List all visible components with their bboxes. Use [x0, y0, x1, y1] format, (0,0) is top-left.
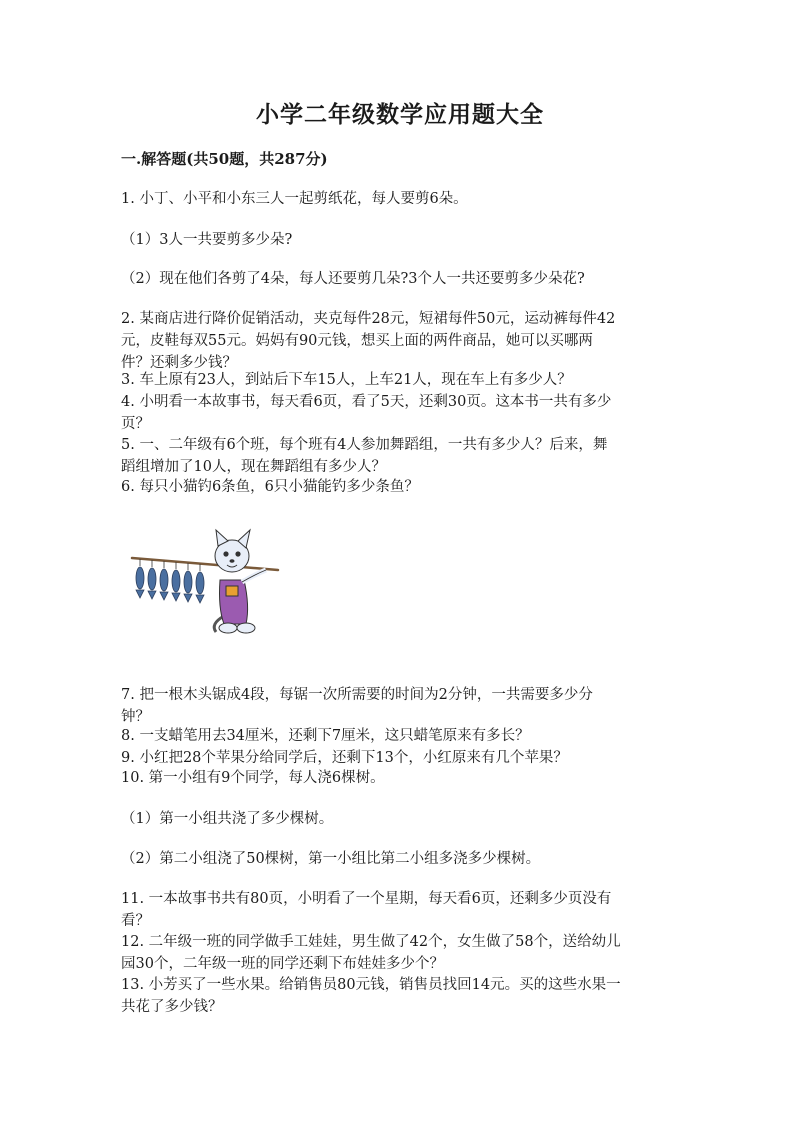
cat-fishing-illustration: [128, 528, 283, 638]
question-6: 6. 每只小猫钓6条鱼，6只小猫能钓多少条鱼？: [121, 479, 419, 495]
question-13-line-1: 13. 小芳买了一些水果。给销售员80元钱，销售员找回14元。买的这些水果一: [121, 977, 621, 993]
question-7-line-1: 7. 把一根木头锯成4段，每锯一次所需要的时间为2分钟，一共需要多少分: [121, 687, 593, 703]
question-2-line-3: 件？还剩多少钱？: [121, 355, 237, 371]
question-5-line-1: 5. 一、二年级有6个班，每个班有4人参加舞蹈组，一共有多少人？后来，舞: [121, 437, 608, 453]
question-10-stem: 10. 第一小组有9个同学，每人浇6棵树。: [121, 770, 385, 786]
question-2-line-1: 2. 某商店进行降价促销活动，夹克每件28元，短裙每件50元，运动裤每件42: [121, 311, 616, 327]
question-11-line-1: 11. 一本故事书共有80页，小明看了一个星期，每天看6页，还剩多少页没有: [121, 891, 612, 907]
question-4-line-2: 页？: [121, 416, 150, 432]
fish-group: [136, 559, 204, 603]
question-7-line-2: 钟？: [121, 709, 150, 725]
cat-figure: [214, 530, 266, 633]
question-1-stem: 1. 小丁、小平和小东三人一起剪纸花，每人要剪6朵。: [121, 191, 468, 207]
question-12-line-1: 12. 二年级一班的同学做手工娃娃，男生做了42个，女生做了58个，送给幼儿: [121, 934, 621, 950]
question-1-part-1: （1）3人一共要剪多少朵?: [121, 232, 293, 248]
question-1-part-2: （2）现在他们各剪了4朵，每人还要剪几朵?3个人一共还要剪多少朵花?: [121, 271, 585, 287]
question-4-line-1: 4. 小明看一本故事书，每天看6页，看了5天，还剩30页。这本书一共有多少: [121, 394, 612, 410]
question-3: 3. 车上原有23人，到站后下车15人，上车21人，现在车上有多少人？: [121, 372, 572, 388]
page-title: 小学二年级数学应用题大全: [256, 101, 544, 128]
question-10-part-1: （1）第一小组共浇了多少棵树。: [121, 811, 334, 827]
question-5-line-2: 蹈组增加了10人，现在舞蹈组有多少人？: [121, 459, 386, 475]
question-10-part-2: （2）第二小组浇了50棵树，第一小组比第二小组多浇多少棵树。: [121, 851, 541, 867]
question-9: 9. 小红把28个苹果分给同学后，还剩下13个，小红原来有几个苹果？: [121, 750, 568, 766]
question-11-line-2: 看？: [121, 913, 150, 929]
question-8: 8. 一支蜡笔用去34厘米，还剩下7厘米，这只蜡笔原来有多长？: [121, 728, 530, 744]
section-heading: 一.解答题(共50题，共287分): [121, 150, 328, 168]
question-12-line-2: 园30个，二年级一班的同学还剩下布娃娃多少个？: [121, 956, 444, 972]
question-2-line-2: 元，皮鞋每双55元。妈妈有90元钱，想买上面的两件商品，她可以买哪两: [121, 333, 593, 349]
question-13-line-2: 共花了多少钱？: [121, 999, 223, 1015]
